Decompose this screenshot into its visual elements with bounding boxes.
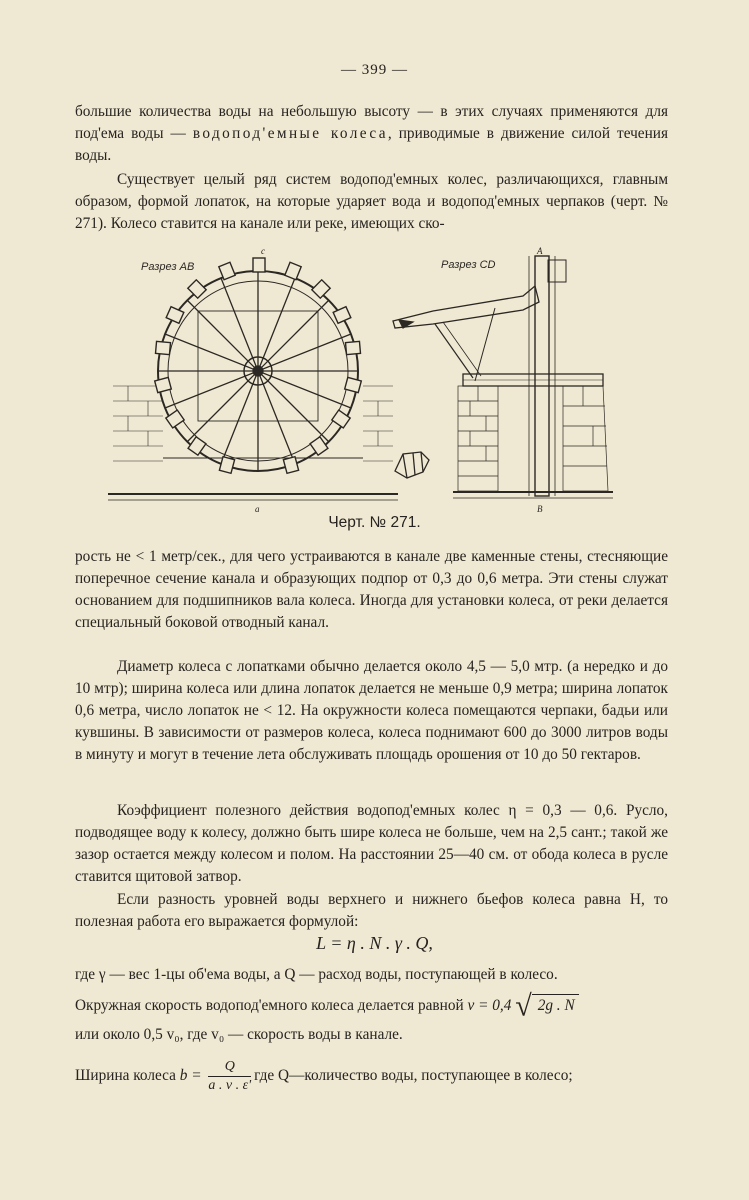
fraction-numerator: Q <box>208 1058 251 1077</box>
paragraph-3: рость не < 1 метр/сек., для чего устраиваются в канале две каменные стены, стесняющие поперечное сечение канала и образующих подпор от 0,3 до 0,6 метра. Эти стены служат основанием для подшипников вала колеса. Иногда для установки колеса, от реки делается специальный боковой отводный канал. <box>75 548 668 631</box>
speed-lhs: v = 0,4 <box>467 997 512 1014</box>
water-wheel-drawing <box>103 246 623 518</box>
paragraph-2: Существует целый ряд систем водопод'емных колес, различающихся, главным образом, формой лопаток, на которые ударяет вода и водопод'емных черпаков (черт. № 271). Колесо ставится на канале или реке, имеющих ско- <box>75 171 668 232</box>
width-end: где Q—количество воды, поступающее в колесо; <box>254 1067 573 1085</box>
width-lhs: b = <box>179 1067 202 1085</box>
v0-line: или около 0,5 v₀, где v₀ — скорость воды в канале. <box>75 1026 403 1043</box>
paragraph-1-spaced-term: водопод'емные колеса <box>192 125 388 142</box>
radicand: 2g . N <box>532 994 579 1017</box>
radical-sign: √ <box>515 989 532 1023</box>
paragraph-1-end: , приводимые в движение силой течения воды. <box>75 125 668 164</box>
letter-B: B <box>537 504 543 514</box>
width-text: Ширина колеса <box>75 1067 176 1085</box>
paragraph-1-text: большие количества воды на небольшую высоту — в этих случаях применяются для под'ема воды — <box>75 103 668 142</box>
paragraph-5: Коэффициент полезного действия водопод'емных колес η = 0,3 — 0,6. Русло, подводящее воду к колесу, должно быть шире колеса не больше, чем на 2,5 сант.; такой же зазор остается между колесом и полом. На расстоянии 25—40 см. от обода колеса в русле ставится щитовой затвор. <box>75 802 668 885</box>
work-formula: L = η . N . γ . Q, <box>316 933 433 953</box>
sqrt-expression <box>515 989 578 1023</box>
fraction-denominator: a . v . ε' <box>208 1078 252 1093</box>
speed-text: Окружная скорость водопод'емного колеса делается равной <box>75 997 464 1014</box>
letter-A: A <box>537 246 543 256</box>
section-cd-label: Разрез CD <box>441 259 496 271</box>
width-fraction <box>208 1058 251 1095</box>
figure-caption: Черт. № 271. <box>328 514 421 531</box>
paragraph-4: Диаметр колеса с лопатками обычно делается около 4,5 — 5,0 мтр. (а нередко и до 10 мтр); ширина колеса или длина лопаток делается не меньше 0,9 метра; ширина лопаток 0,6 метра, число лопаток не < 12. На окружности колеса помещаются черпаки, бадьи или кувшины. В зависимости от размеров колеса, колеса поднимают 600 до 3000 литров воды в минуту и могут в течение лета обслуживать площадь орошения от 10 до 50 гектаров. <box>75 658 668 763</box>
letter-a: a <box>255 504 260 514</box>
page-number: — 399 — <box>341 62 408 78</box>
width-line <box>75 1058 675 1095</box>
paragraph-6: Если разность уровней воды верхнего и нижнего бьефов колеса равна H, то полезная работа его выражается формулой: <box>75 891 668 930</box>
paragraph-1 <box>75 101 668 167</box>
letter-c: c <box>261 246 265 256</box>
section-ab-label: Разрез AB <box>141 261 195 273</box>
gamma-definition: где γ — вес 1-цы об'ема воды, а Q — расход воды, поступающей в колесо. <box>75 966 558 983</box>
speed-line <box>75 989 675 1023</box>
